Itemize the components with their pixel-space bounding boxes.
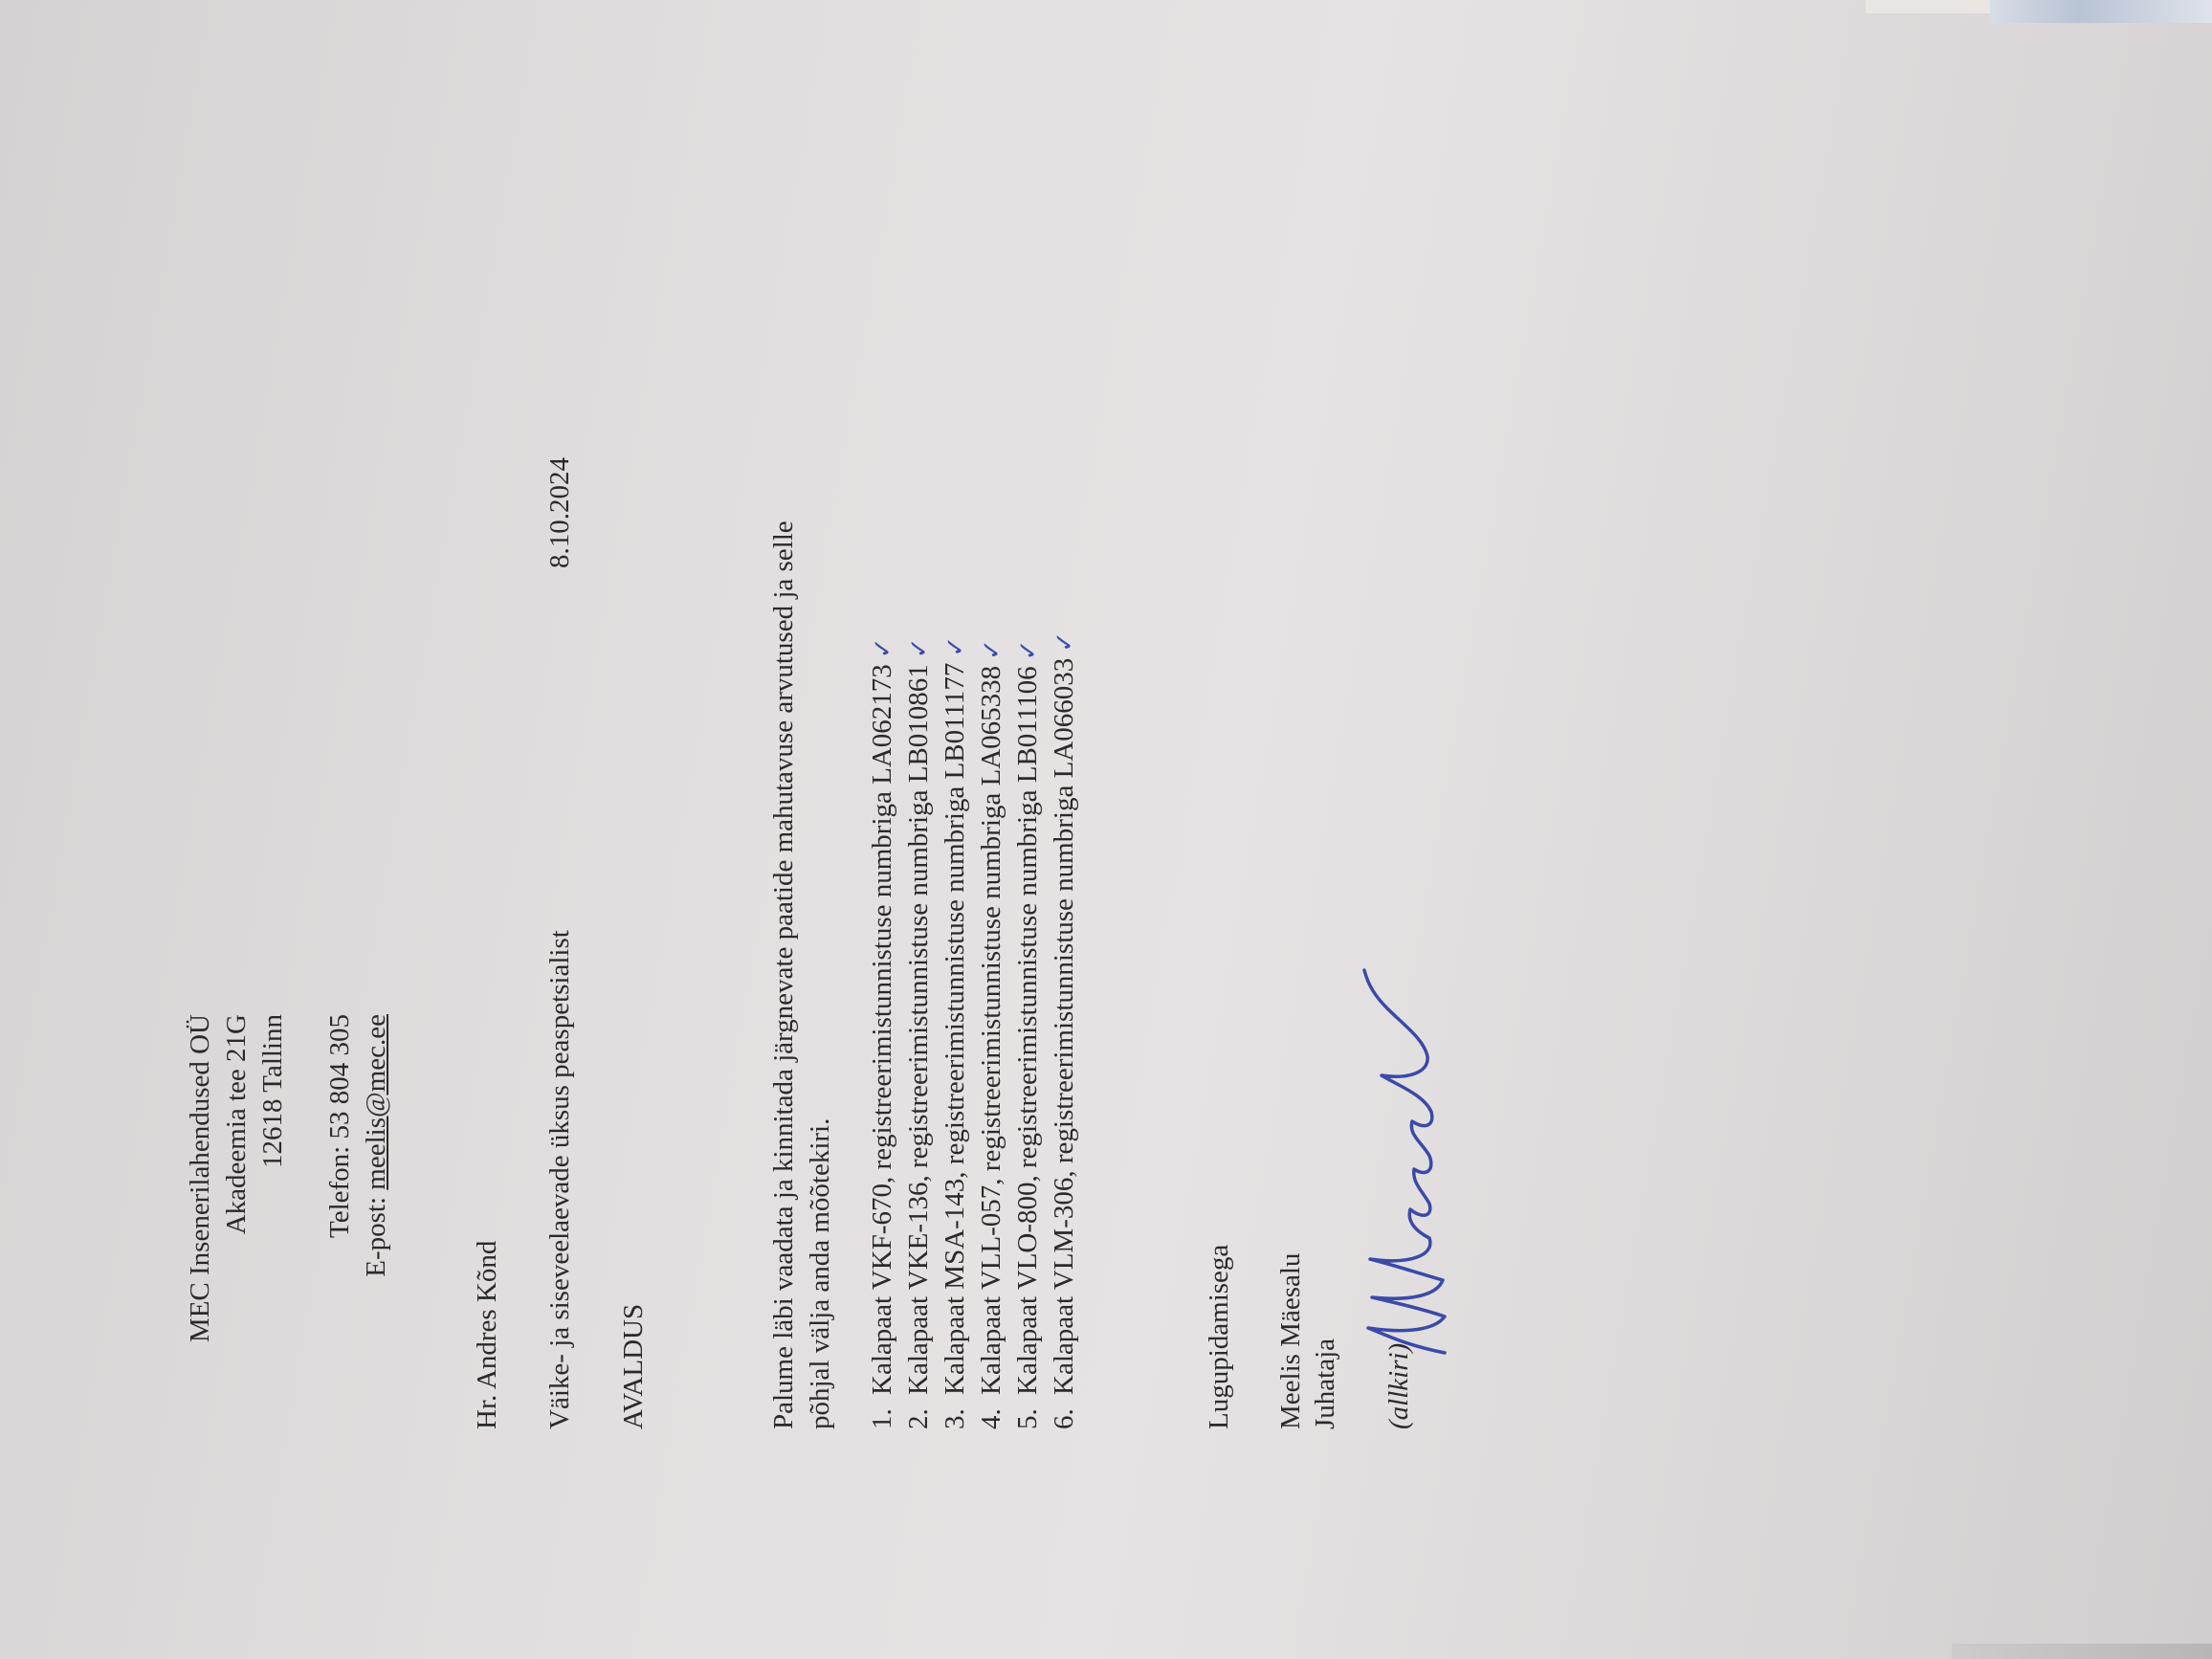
signer-name: Meelis Mäesalu xyxy=(1275,1252,1306,1429)
list-item-text: Kalapaat VKF-670, registreerimistunnistuse numbriga LA062173 xyxy=(867,664,897,1395)
list-item xyxy=(864,631,900,1429)
list-item-text: Kalapaat VLM-306, registreerimistunnistuse numbriga LA066033 xyxy=(1049,657,1079,1395)
recipient-department: Väike- ja siseveelaevade üksus peaspetsialist xyxy=(544,930,575,1429)
document-title: AVALDUS xyxy=(618,1303,649,1429)
sender-address-block xyxy=(182,1014,394,1588)
list-item-number: 5. xyxy=(1012,1408,1043,1429)
checkmark-icon: ✓ xyxy=(978,639,1006,660)
checkmark-icon: ✓ xyxy=(1051,630,1079,653)
signature-label: (allkiri) xyxy=(1383,1342,1414,1429)
sender-phone: Telefon: 53 804 305 xyxy=(324,1014,355,1238)
checkmark-icon: ✓ xyxy=(1014,639,1043,661)
letter-date: 8.10.2024 xyxy=(544,457,575,568)
sender-email-line xyxy=(358,1014,394,1588)
list-item xyxy=(900,631,937,1429)
signer-title: Juhataja xyxy=(1310,1338,1340,1429)
list-item-number: 6. xyxy=(1049,1408,1079,1429)
sender-city: 12618 Tallinn xyxy=(257,1014,288,1168)
request-paragraph: Palume läbi vaadata ja kinnitada järgnevate paatide mahutavuse arvutused ja selle põhjal välja anda mõõtekiri. xyxy=(768,520,835,1429)
list-item-text: Kalapaat VLL-057, registreerimistunnistuse numbriga LA065338 xyxy=(976,665,1006,1395)
recipient-name: Hr. Andres Kõnd xyxy=(472,1240,502,1429)
list-item xyxy=(937,631,973,1429)
sender-email-link[interactable]: meelis@mec.ee xyxy=(361,1014,391,1190)
checkmark-icon: ✓ xyxy=(941,635,970,657)
sender-street: Akadeemia tee 21G xyxy=(221,1014,252,1235)
list-item xyxy=(973,631,1009,1429)
list-item-text: Kalapaat VLO-800, registreerimistunnistuse numbriga LB011106 xyxy=(1012,666,1043,1395)
list-item xyxy=(1046,631,1082,1429)
list-item-number: 1. xyxy=(867,1408,897,1429)
list-item-text: Kalapaat VKE-136, registreerimistunnistuse numbriga LB010861 xyxy=(903,664,934,1395)
closing-phrase: Lugupidamisega xyxy=(1204,1244,1234,1429)
list-item-number: 2. xyxy=(903,1408,934,1429)
list-item-number: 4. xyxy=(976,1408,1006,1429)
sender-email-prefix: E-post: xyxy=(361,1189,391,1277)
sender-company: MEC Insenerilahendused OÜ xyxy=(185,1014,215,1343)
checkmark-icon: ✓ xyxy=(869,637,897,659)
checkmark-icon: ✓ xyxy=(905,637,934,659)
boat-list xyxy=(864,631,1082,1429)
list-item-text: Kalapaat MSA-143, registreerimistunnistuse numbriga LB011177 xyxy=(940,662,970,1395)
handwritten-signature xyxy=(1330,951,1473,1372)
list-item xyxy=(1009,631,1046,1429)
list-item-number: 3. xyxy=(940,1408,970,1429)
